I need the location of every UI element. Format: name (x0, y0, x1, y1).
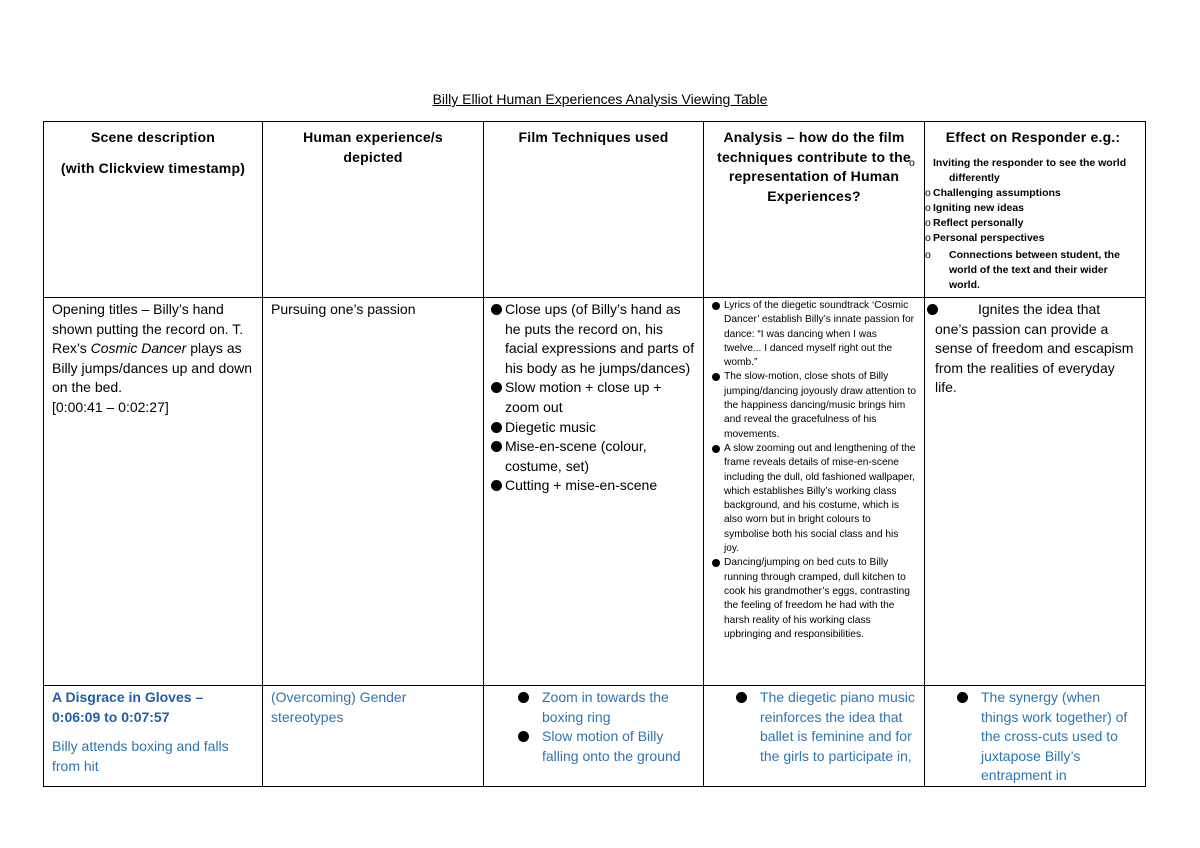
document-title: Billy Elliot Human Experiences Analysis Viewing Table (432, 91, 768, 107)
header-analysis-label: Analysis – how do the film techniques contribute to the representation of Human Experiences? (717, 129, 911, 204)
techniques-cell (484, 298, 704, 686)
header-techniques-label: Film Techniques used (518, 129, 669, 145)
song-title: Cosmic Dancer (90, 340, 187, 357)
list-item: The slow-motion, close shots of Billy jumping/dancing joyously draw attention to the happiness dancing/music brings him and reveal the gracefulness of his movements. (712, 370, 916, 441)
header-effect-label: Effect on Responder e.g.: (945, 129, 1121, 145)
list-item: Slow motion of Billy falling onto the ground (506, 727, 695, 766)
techniques-list (491, 300, 695, 496)
list-item: Mise-en-scene (colour, costume, set) (491, 437, 695, 476)
timestamp: [0:00:41 – 0:02:27] (52, 398, 169, 415)
scene-title: A Disgrace in Gloves – 0:06:09 to 0:07:57 (52, 689, 204, 725)
scene-text-end: plays as Billy jumps/dances up and down on the bed. (52, 340, 253, 396)
list-item: The synergy (when things work together) of the cross-cuts used to juxtapose Billy’s entrapment in (945, 688, 1137, 786)
list-item: Dancing/jumping on bed cuts to Billy running through cramped, dull kitchen to cook his grandmother’s eggs, contrasting the feeling of freedom he had with the harsh reality of his working class upbringing and responsibilities. (712, 556, 916, 642)
header-effect (909, 122, 1146, 298)
list-item: Lyrics of the diegetic soundtrack ‘Cosmic Dancer’ establish Billy’s innate passion for dance: “I was dancing when I was twelve... I danced myself right out the womb.” (712, 299, 916, 370)
list-item: The diegetic piano music reinforces the idea that ballet is feminine and for the girls to participate in, (724, 688, 916, 766)
header-scene-sub: (with Clickview timestamp) (60, 159, 246, 176)
experience-text: (Overcoming) Gender stereotypes (271, 689, 407, 725)
effect-cell (925, 298, 1146, 686)
experience-cell (263, 298, 484, 686)
analysis-cell (704, 686, 925, 787)
header-techniques (484, 122, 704, 298)
list-item: A slow zooming out and lengthening of the frame reveals details of mise-en-scene including the dull, old fashioned wallpaper, which establishes Billy’s working class background, and his costume, which is also worn but in bright colours to symbolise both his social class and his joy. (712, 442, 916, 556)
techniques-list (506, 688, 695, 766)
effect-cell (925, 686, 1146, 787)
effect-example: o Personal perspectives (925, 231, 1045, 244)
bullet-dot (927, 304, 938, 315)
effect-example: o Inviting the responder to see the world differently (909, 156, 1127, 184)
viewing-table (43, 121, 1146, 787)
effect-example: o Challenging assumptions (925, 186, 1061, 199)
techniques-cell (484, 686, 704, 787)
effect-example: o Igniting new ideas (925, 201, 1025, 214)
list-item: Diegetic music (491, 418, 695, 438)
scene-cell (44, 298, 263, 686)
analysis-list (724, 688, 916, 766)
scene-description: Billy attends boxing and falls from hit (52, 738, 229, 774)
list-item: Slow motion + close up + zoom out (491, 378, 695, 417)
table-row (44, 298, 1146, 686)
header-scene-label: Scene description (91, 129, 215, 145)
scene-cell (44, 686, 263, 787)
table-row (44, 686, 1146, 787)
effect-text-start: Ignites the idea that (978, 301, 1101, 317)
analysis-cell (704, 298, 925, 686)
header-experience (263, 122, 484, 298)
list-item: Zoom in towards the boxing ring (506, 688, 695, 727)
effect-example: o Reflect personally (925, 216, 1024, 229)
effect-examples (909, 156, 1141, 293)
effect-text: one’s passion can provide a sense of freedom and escapism from the realities of everyday life. (935, 320, 1134, 396)
experience-cell (263, 686, 484, 787)
experience-text: Pursuing one’s passion (271, 301, 416, 317)
list-item: Cutting + mise-en-scene (491, 476, 695, 496)
analysis-list (712, 299, 916, 642)
scene-text: Opening titles – Billy’s hand shown putting the record on. T. Rex’s (52, 301, 244, 357)
list-item: Close ups (of Billy’s hand as he puts the record on, his facial expressions and parts of his body as he jumps/dances) (491, 300, 695, 378)
effect-list (945, 688, 1137, 786)
header-experience-label: Human experience/s depicted (303, 129, 443, 165)
header-analysis (704, 122, 925, 298)
header-scene (44, 122, 263, 298)
effect-example: o Connections between student, the world of the text and their wider world. (925, 248, 1120, 291)
header-row (44, 122, 1146, 298)
